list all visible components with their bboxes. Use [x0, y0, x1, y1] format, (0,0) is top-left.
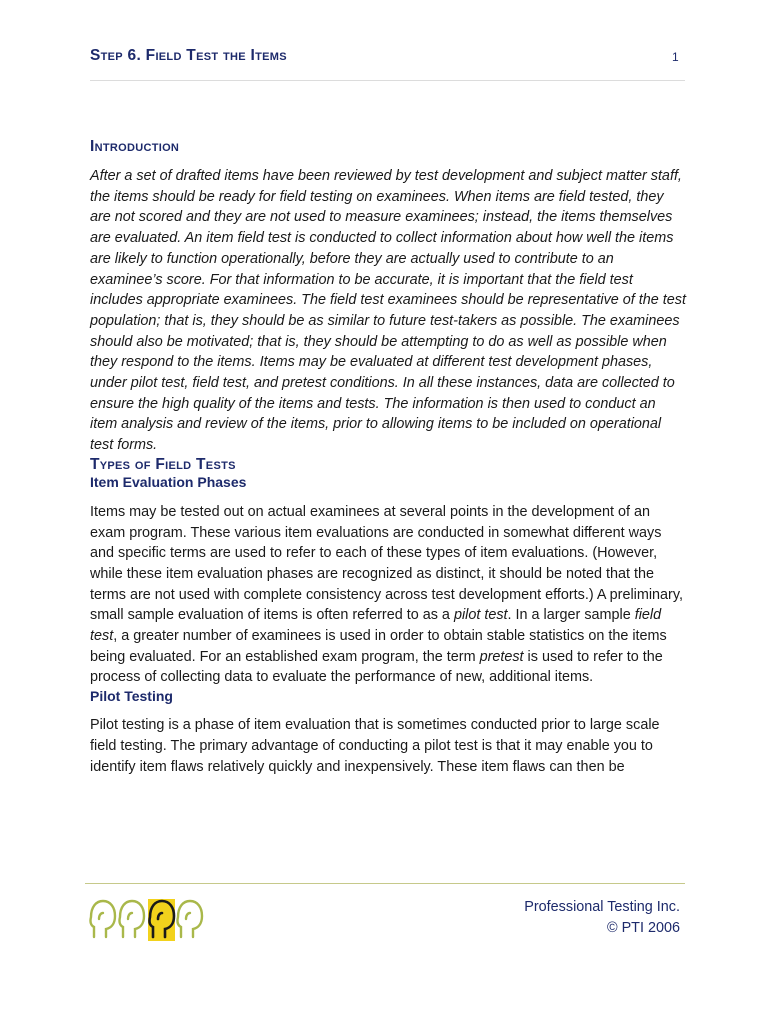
- term-pilot-test: pilot test: [453, 607, 508, 624]
- phases-text-4: is used to refer to the process of collecting data to evaluate the performance of new, additional items.: [90, 648, 663, 686]
- page-number: 1: [672, 50, 679, 64]
- main-content: [90, 138, 686, 777]
- term-pretest: pretest: [479, 648, 524, 665]
- four-heads-logo-icon: [88, 897, 206, 943]
- page-header-title: Step 6. Field Test the Items: [90, 47, 287, 64]
- term-field-test: field test: [90, 607, 662, 645]
- footer-company-name: Professional Testing Inc.: [524, 899, 680, 915]
- footer-divider: [85, 883, 685, 884]
- introduction-paragraph: After a set of drafted items have been reviewed by test development and subject matter staff, the items should be ready for field testing on examinees. When items are field tested, they are not scored and they are not used to measure examinees; instead, the items themselves are evaluated. An item field test is conducted to collect information about how well the items are likely to function operationally, before they are actually used to contribute to an examinee’s score. For that information to be accurate, it is important that the field test includes appropriate examinees. The field test examinees should be representative of the test population; that is, they should be as similar to future test-takers as possible. The examinees should also be motivated; that is, they should be attempting to do as well as possible when they respond to the items. Items may be evaluated at different test development phases, under pilot test, field test, and pretest conditions. In all these instances, data are collected to ensure the high quality of the items and tests. The information is then used to conduct an item analysis and review of the items, prior to allowing items to be included on operational test forms.: [90, 168, 686, 454]
- pilot-testing-paragraph: Pilot testing is a phase of item evaluation that is sometimes conducted prior to large scale field testing. The primary advantage of conducting a pilot test is that it may enable you to identify item flaws relatively quickly and inexpensively. These item flaws can then be: [90, 717, 660, 775]
- phases-text-1: Items may be tested out on actual examinees at several points in the development of an exam program. These various item evaluations are conducted in somewhat different ways and specific terms are used to refer to each of these types of item evaluations. (However, while these item evaluation phases are recognized as distinct, it should be noted that the terms are not used with complete consistency across test development efforts.) A preliminary, small sample evaluation of items is often referred to as a: [90, 503, 683, 624]
- pilot-testing-heading: Pilot Testing: [90, 688, 173, 705]
- types-of-field-tests-heading: Types of Field Tests: [90, 455, 236, 473]
- item-evaluation-phases-paragraph: [90, 502, 686, 688]
- footer-copyright: © PTI 2006: [606, 920, 680, 936]
- header-divider: [90, 80, 685, 81]
- item-evaluation-phases-heading: Item Evaluation Phases: [90, 473, 247, 490]
- phases-text-3: , a greater number of examinees is used in order to obtain stable statistics on the items being evaluated. For an established exam program, the term: [90, 628, 667, 665]
- introduction-heading: Introduction: [90, 138, 180, 155]
- phases-text-2: . In a larger sample: [507, 607, 635, 624]
